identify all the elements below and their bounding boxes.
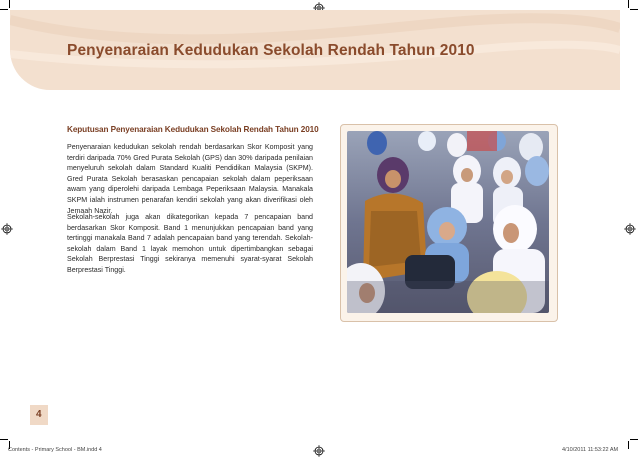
crop-mark-top-left-v [9, 0, 10, 8]
page-title: Penyenaraian Kedudukan Sekolah Rendah Tahun 2010 [67, 42, 475, 59]
crop-mark-top-right-h [630, 9, 638, 10]
crop-mark-top-right-v [628, 0, 629, 8]
crop-mark-top-left-h [0, 9, 8, 10]
section-subheading: Keputusan Penyenaraian Kedudukan Sekolah Rendah Tahun 2010 [67, 125, 319, 134]
crop-mark-bottom-right-h [630, 439, 638, 440]
registration-mark-right-icon [624, 223, 636, 235]
registration-mark-left-icon [1, 223, 13, 235]
page-number: 4 [36, 409, 42, 420]
paragraph-1: Penyenaraian kedudukan sekolah rendah berdasarkan Skor Komposit yang terdiri daripada 70% Gred Purata Sekolah (GPS) dan 30% daripada penilaian menyeluruh sekolah dalam Standard Kualiti Pendidikan Malaysia (SKPM). Gred Purata Sekolah berasaskan pencapaian sekolah dalam peperiksaan awam yang diperolehi daripada Lembaga Peperiksaan Malaysia. Manakala SKPM ialah instrumen penarafan kendiri sekolah yang akan diverifikasi oleh Jemaah Nazir. [67, 143, 313, 215]
footer-file-info: Contents - Primary School - BM.indd 4 [8, 447, 102, 453]
registration-mark-bottom-icon [313, 445, 325, 457]
classroom-photo [347, 131, 549, 313]
footer-timestamp: 4/10/2011 11:53:22 AM [562, 447, 619, 453]
crop-mark-bottom-left-h [0, 439, 8, 440]
paragraph-2: Sekolah-sekolah juga akan dikategorikan kepada 7 pencapaian band berdasarkan Skor Komposit. Band 1 menunjukkan pencapaian band yang tertinggi manakala Band 7 adalah pencapaian band yang terendah. Sekolah-sekolah dalam Band 1 layak memohon untuk dipertimbangkan sebagai Sekolah Berprestasi Tinggi sekiranya memenuhi syarat-syarat Sekolah Berprestasi Tinggi. [67, 213, 313, 274]
crop-mark-bottom-right-v [628, 441, 629, 449]
